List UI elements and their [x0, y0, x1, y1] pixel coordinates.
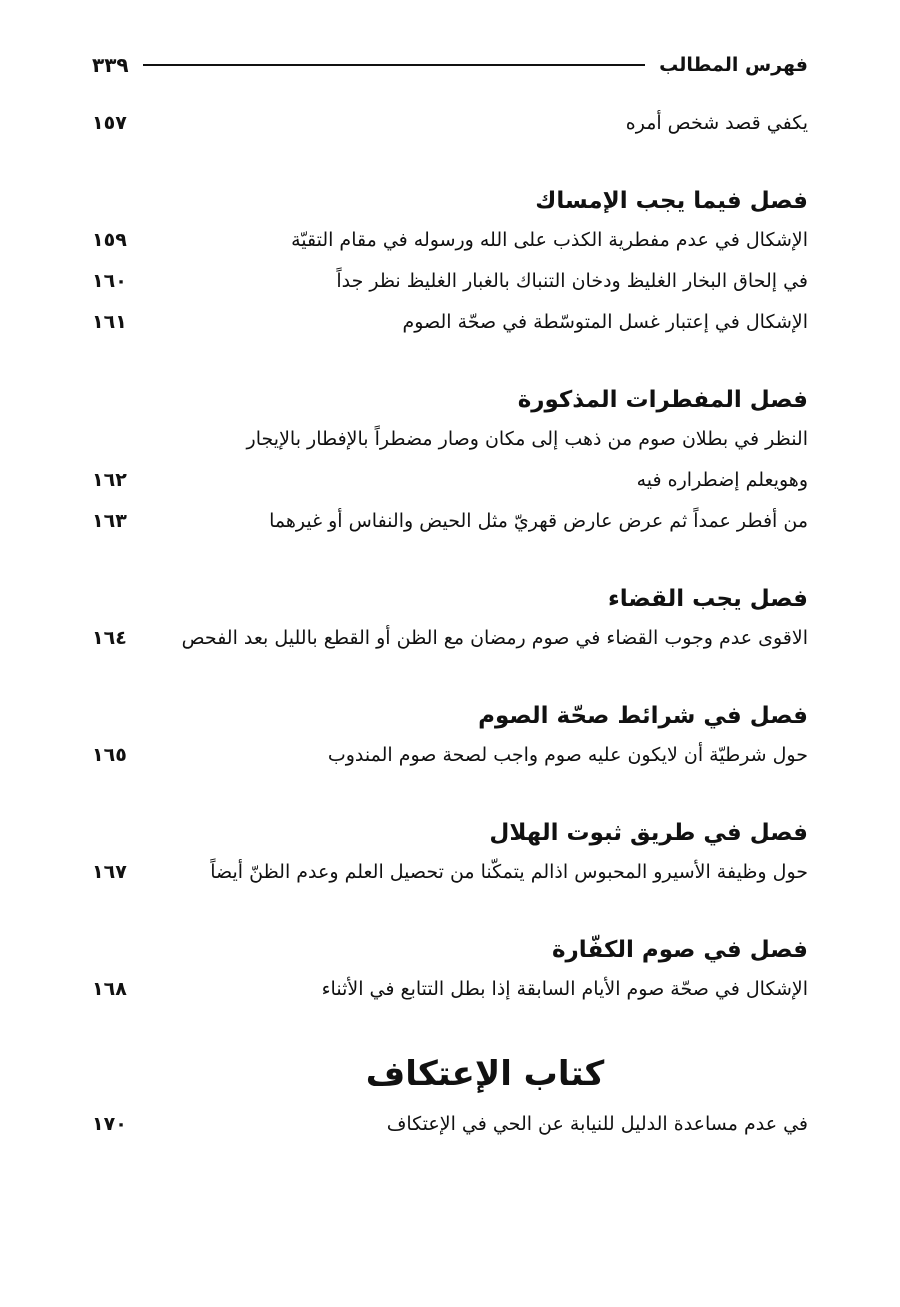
index-content — [92, 108, 808, 1150]
index-entry — [92, 225, 808, 266]
entry-page: ١٦٥ — [92, 744, 127, 766]
entry-text: حول وظيفة الأسيرو المحبوس اذالم يتمكّنا من تحصيل العلم وعدم الظنّ أيضاً — [210, 861, 808, 883]
index-entry — [92, 424, 808, 465]
book-title: كتاب الإعتكاف — [365, 1054, 605, 1094]
entry-text: الاقوى عدم وجوب القضاء في صوم رمضان مع الظن أو القطع بالليل بعد الفحص — [181, 627, 808, 649]
entry-page: ١٦٤ — [92, 627, 127, 649]
section-heading: فصل في صوم الكفّارة — [551, 937, 808, 963]
index-entry — [92, 266, 808, 307]
index-entry — [92, 974, 808, 1015]
entry-page: ١٥٧ — [92, 112, 127, 134]
index-entry — [92, 506, 808, 547]
section-heading: فصل في طريق ثبوت الهلال — [489, 820, 808, 846]
index-entry — [92, 307, 808, 348]
entry-page: ١٦٢ — [92, 469, 127, 491]
entry-text: حول شرطيّة أن لايكون عليه صوم واجب لصحة صوم المندوب — [327, 744, 808, 766]
entry-text: وهويعلم إضطراره فيه — [636, 469, 808, 491]
entry-text: النظر في بطلان صوم من ذهب إلى مكان وصار مضطراً بالإفطار بالإيجار — [246, 428, 808, 450]
section-heading: فصل يجب القضاء — [608, 586, 808, 612]
entry-text: الإشكال في عدم مفطرية الكذب على الله ورسوله في مقام التقيّة — [291, 229, 808, 251]
entry-text: الإشكال في صحّة صوم الأيام السابقة إذا بطل التتابع في الأثناء — [321, 978, 808, 1000]
index-entry — [92, 1109, 808, 1150]
entry-text: يكفي قصد شخص أمره — [625, 112, 808, 134]
entry-page: ١٧٠ — [92, 1113, 127, 1135]
index-entry — [92, 108, 808, 149]
header-title: فهرس المطالب — [659, 54, 808, 76]
index-entry — [92, 740, 808, 781]
section-heading: فصل في شرائط صحّة الصوم — [478, 703, 808, 729]
entry-page: ١٦٧ — [92, 861, 127, 883]
entry-page: ١٦٨ — [92, 978, 127, 1000]
index-entry — [92, 857, 808, 898]
entry-text: من أفطر عمداً ثم عرض عارض قهريّ مثل الحيض والنفاس أو غيرهما — [269, 510, 808, 532]
entry-text: في عدم مساعدة الدليل للنيابة عن الحي في الإعتكاف — [386, 1113, 808, 1135]
header-rule — [143, 64, 645, 66]
entry-text: الإشكال في إعتبار غسل المتوسّطة في صحّة الصوم — [402, 311, 808, 333]
page-number: ٣٣٩ — [92, 53, 129, 77]
entry-page: ١٦٣ — [92, 510, 127, 532]
entry-page: ١٦١ — [92, 311, 127, 333]
entry-page: ١٦٠ — [92, 270, 127, 292]
entry-page: ١٥٩ — [92, 229, 127, 251]
index-entry — [92, 465, 808, 506]
running-header — [92, 50, 808, 80]
section-heading: فصل فيما يجب الإمساك — [535, 188, 808, 214]
entry-text: في إلحاق البخار الغليظ ودخان التنباك بالغبار الغليظ نظر جداً — [336, 270, 808, 292]
section-heading: فصل المفطرات المذكورة — [517, 387, 808, 413]
index-entry — [92, 623, 808, 664]
